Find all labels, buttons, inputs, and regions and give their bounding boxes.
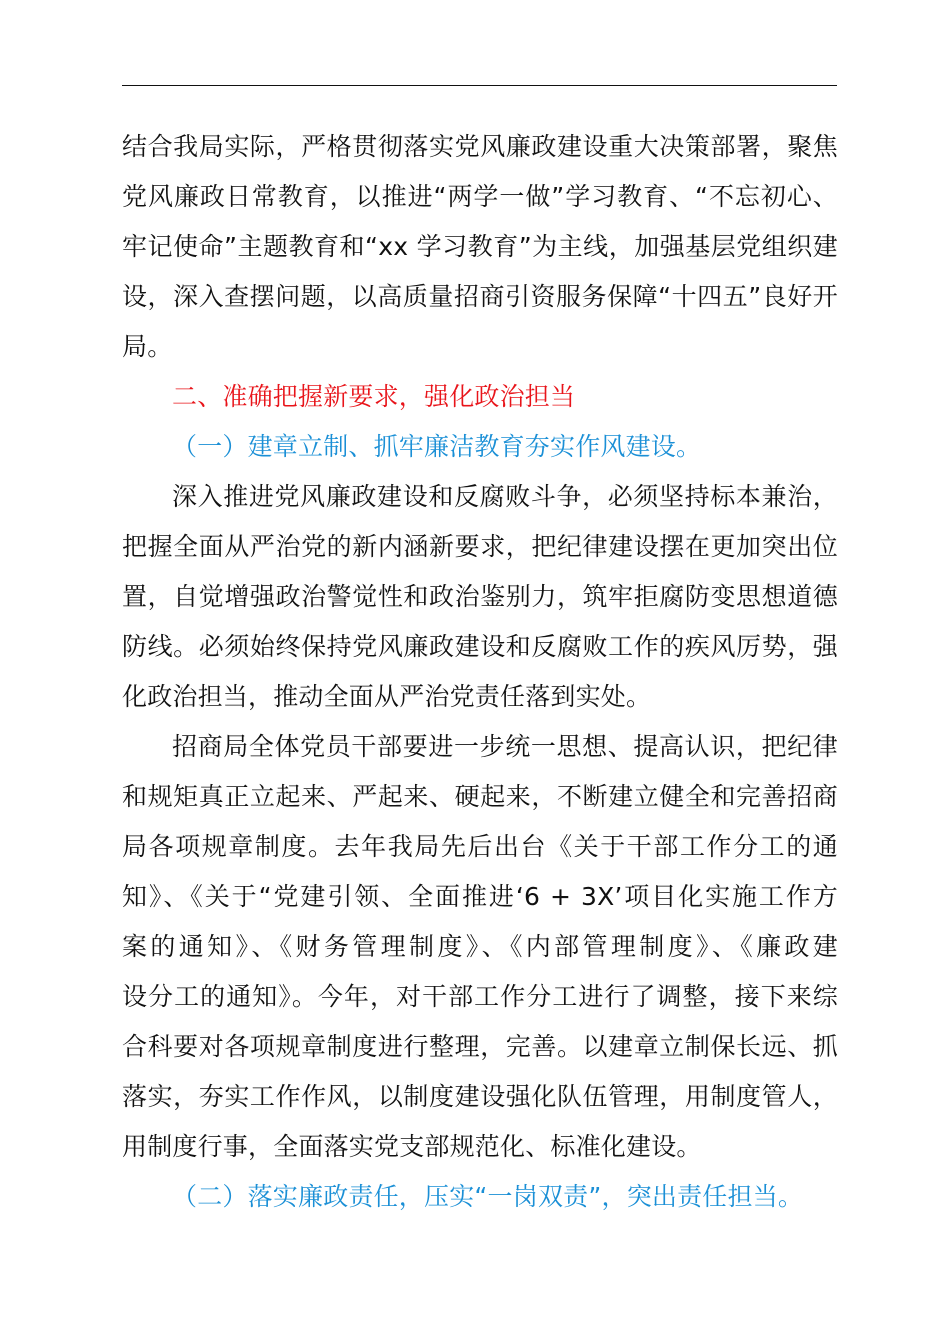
text-line: 案的通知》、《财务管理制度》、《内部管理制度》、《廉政建 [122, 932, 838, 961]
text-line: 化政治担当，推动全面从严治党责任落到实处。 [122, 682, 652, 711]
text-line: 党风廉政日常教育，以推进“两学一做”学习教育、“不忘初心、 [122, 182, 838, 211]
text-line: 牢记使命”主题教育和“xx 学习教育”为主线，加强基层党组织建 [122, 232, 838, 261]
subsection-heading-2: （二）落实廉政责任，压实“一岗双责”，突出责任担当。 [172, 1182, 804, 1211]
text-line: 设分工的通知》。今年，对干部工作分工进行了调整，接下来综 [122, 982, 838, 1011]
paragraph-regulations [122, 722, 838, 1172]
header-rule [122, 85, 837, 86]
text-line: 结合我局实际，严格贯彻落实党风廉政建设重大决策部署，聚焦 [122, 132, 838, 161]
text-line: 深入推进党风廉政建设和反腐败斗争，必须坚持标本兼治， [172, 482, 838, 511]
text-line: 把握全面从严治党的新内涵新要求，把纪律建设摆在更加突出位 [122, 532, 838, 561]
paragraph-intro [122, 122, 838, 372]
paragraph-discipline [122, 472, 838, 722]
text-line: 落实，夯实工作作风，以制度建设强化队伍管理，用制度管人， [122, 1082, 838, 1111]
text-line: 招商局全体党员干部要进一步统一思想、提高认识，把纪律 [172, 732, 838, 761]
text-line: 局各项规章制度。去年我局先后出台《关于干部工作分工的通 [122, 832, 838, 861]
text-line: 设，深入查摆问题，以高质量招商引资服务保障“十四五”良好开 [122, 282, 838, 311]
text-line: 置，自觉增强政治警觉性和政治鉴别力，筑牢拒腐防变思想道德 [122, 582, 838, 611]
document-body [122, 122, 838, 1222]
text-line: 局。 [122, 332, 173, 361]
text-line: 知》、《关于“党建引领、全面推进‘6 + 3X’项目化实施工作方 [122, 882, 838, 911]
section-heading-2: 二、准确把握新要求，强化政治担当 [172, 382, 576, 411]
text-line: 和规矩真正立起来、严起来、硬起来，不断建立健全和完善招商 [122, 782, 838, 811]
text-line: 合科要对各项规章制度进行整理，完善。以建章立制保长远、抓 [122, 1032, 838, 1061]
subsection-heading-1: （一）建章立制、抓牢廉洁教育夯实作风建设。 [172, 432, 702, 461]
text-line: 用制度行事，全面落实党支部规范化、标准化建设。 [122, 1132, 702, 1161]
text-line: 防线。必须始终保持党风廉政建设和反腐败工作的疾风厉势，强 [122, 632, 838, 661]
